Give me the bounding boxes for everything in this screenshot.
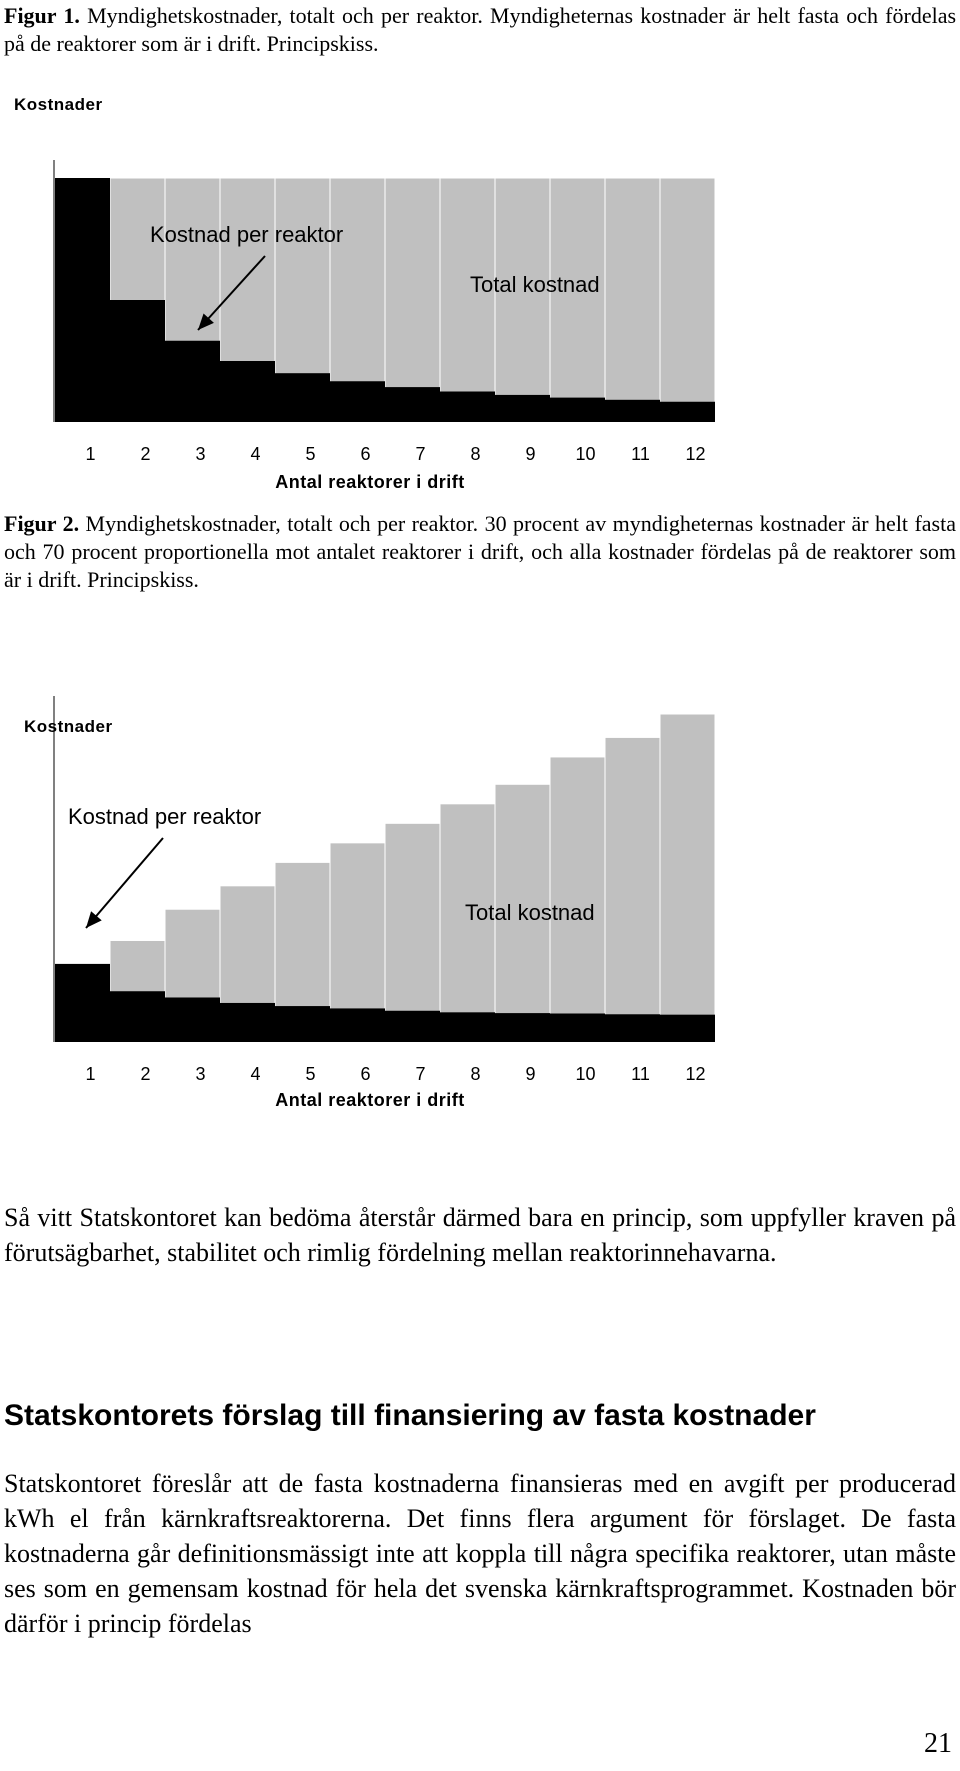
cost-per-reactor-bar bbox=[55, 964, 110, 1042]
x-tick-label: 7 bbox=[415, 1064, 426, 1084]
cost-per-reactor-bar bbox=[385, 1011, 440, 1042]
x-tick-label: 11 bbox=[631, 1064, 650, 1084]
total-cost-bar bbox=[385, 823, 440, 1042]
paragraph-proposal: Statskontoret föreslår att de fasta kostnaderna finansieras med en avgift per producerad kWh el från kärnkraftsreaktorerna. Det finns flera argument för förslaget. De fasta kostnaderna går definitionsmässigt inte att koppla till några specifika reaktorer, utan måste ses som en gemensam kostnad för hela det svenska kärnkraftsprogrammet. Kostnaden bör därför i princip fördelas bbox=[4, 1469, 956, 1638]
cost-per-reactor-bar bbox=[495, 1013, 550, 1042]
section-heading: Statskontorets förslag till finansiering av fasta kostnader bbox=[4, 1399, 816, 1432]
cost-per-reactor-bar bbox=[330, 381, 385, 422]
figure1-chart bbox=[0, 80, 960, 500]
x-tick-label: 6 bbox=[360, 1064, 371, 1084]
y-axis-label: Kostnader bbox=[14, 95, 103, 114]
x-tick-label: 5 bbox=[305, 444, 316, 464]
figure2-caption-text: Myndighetskostnader, totalt och per reaktor. 30 procent av myndigheternas kostnader är helt fasta och 70 procent proportionella mot antalet reaktorer i drift, och alla kostnader fördelas på de reaktorer som är i drift. Principskiss. bbox=[4, 511, 957, 592]
x-tick-label: 8 bbox=[470, 1064, 481, 1084]
cost-per-reactor-bar bbox=[110, 991, 165, 1042]
figure2-label: Figur 2. bbox=[4, 511, 80, 536]
figure1-chart-svg bbox=[0, 80, 960, 500]
figure2-caption bbox=[4, 510, 956, 594]
cost-per-reactor-bar bbox=[165, 341, 220, 422]
x-tick-label: 8 bbox=[470, 444, 481, 464]
annotation-cost-per-reactor: Kostnad per reaktor bbox=[68, 804, 262, 829]
total-cost-bar bbox=[495, 178, 550, 422]
x-tick-label: 1 bbox=[85, 444, 96, 464]
x-tick-label: 2 bbox=[140, 1064, 151, 1084]
cost-per-reactor-bar bbox=[385, 387, 440, 422]
figure1-caption-text: Myndighetskostnader, totalt och per reaktor. Myndigheternas kostnader är helt fasta och fördelas på de reaktorer som är i drift. Principskiss. bbox=[4, 3, 957, 56]
x-tick-label: 1 bbox=[85, 1064, 96, 1084]
total-cost-bar bbox=[660, 714, 715, 1042]
paragraph-conclusion: Så vitt Statskontoret kan bedöma återstår därmed bara en princip, som uppfyller kraven på förutsägbarhet, stabilitet och rimlig fördelning mellan reaktorinnehavarna. bbox=[4, 1203, 956, 1267]
annotation-cost-per-reactor: Kostnad per reaktor bbox=[150, 222, 344, 247]
cost-per-reactor-bar bbox=[440, 392, 495, 423]
x-tick-label: 4 bbox=[250, 1064, 261, 1084]
total-cost-bar bbox=[660, 178, 715, 422]
x-tick-label: 11 bbox=[631, 444, 650, 464]
total-cost-bar bbox=[440, 178, 495, 422]
annotation-total-cost: Total kostnad bbox=[465, 900, 595, 925]
total-cost-bar bbox=[550, 178, 605, 422]
x-tick-label: 3 bbox=[195, 1064, 206, 1084]
cost-per-reactor-bar bbox=[110, 300, 165, 422]
total-cost-bar bbox=[605, 178, 660, 422]
page-number: 21 bbox=[924, 1728, 952, 1759]
x-tick-label: 3 bbox=[195, 444, 206, 464]
cost-per-reactor-bar bbox=[550, 1013, 605, 1042]
total-cost-bar bbox=[605, 737, 660, 1042]
cost-per-reactor-bar bbox=[495, 395, 550, 422]
x-axis-label: Antal reaktorer i drift bbox=[275, 472, 465, 492]
x-tick-label: 10 bbox=[575, 444, 596, 464]
cost-per-reactor-bar bbox=[275, 373, 330, 422]
x-tick-label: 7 bbox=[415, 444, 426, 464]
cost-per-reactor-bar bbox=[220, 1003, 275, 1042]
cost-per-reactor-bar bbox=[440, 1012, 495, 1042]
cost-per-reactor-bar bbox=[605, 1014, 660, 1042]
x-tick-label: 9 bbox=[525, 444, 536, 464]
x-tick-label: 10 bbox=[575, 1064, 596, 1084]
figure2-chart bbox=[0, 630, 960, 1110]
cost-per-reactor-bar bbox=[660, 1015, 715, 1042]
x-tick-label: 5 bbox=[305, 1064, 316, 1084]
cost-per-reactor-bar bbox=[275, 1006, 330, 1042]
x-tick-label: 9 bbox=[525, 1064, 536, 1084]
x-tick-label: 12 bbox=[685, 1064, 706, 1084]
x-tick-label: 6 bbox=[360, 444, 371, 464]
annotation-arrow bbox=[86, 838, 163, 928]
cost-per-reactor-bar bbox=[605, 400, 660, 422]
figure1-caption bbox=[4, 2, 956, 58]
annotation-total-cost: Total kostnad bbox=[470, 272, 600, 297]
x-tick-label: 12 bbox=[685, 444, 706, 464]
total-cost-bar bbox=[385, 178, 440, 422]
figure1-label: Figur 1. bbox=[4, 3, 80, 28]
figure2-chart-svg bbox=[0, 630, 960, 1110]
cost-per-reactor-bar bbox=[165, 997, 220, 1042]
cost-per-reactor-bar bbox=[330, 1008, 385, 1042]
y-axis-label: Kostnader bbox=[24, 717, 113, 736]
x-tick-label: 4 bbox=[250, 444, 261, 464]
x-axis-label: Antal reaktorer i drift bbox=[275, 1090, 465, 1110]
cost-per-reactor-bar bbox=[660, 402, 715, 422]
cost-per-reactor-bar bbox=[220, 361, 275, 422]
cost-per-reactor-bar bbox=[55, 178, 110, 422]
cost-per-reactor-bar bbox=[550, 398, 605, 422]
x-tick-label: 2 bbox=[140, 444, 151, 464]
